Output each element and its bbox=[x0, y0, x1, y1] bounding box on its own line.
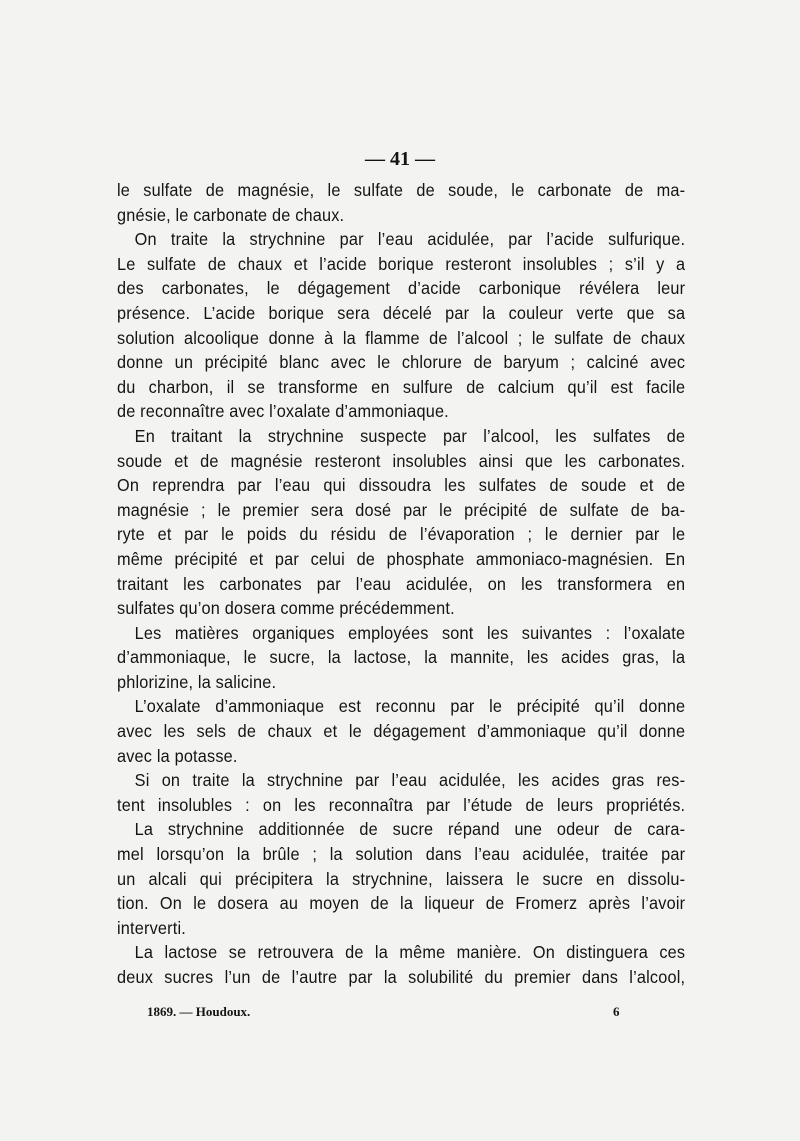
text-line: solution alcoolique donne à la flamme de l’alcool ; le sulfate de chaux bbox=[117, 327, 686, 348]
footer-sheet-number: 6 bbox=[613, 1004, 620, 1019]
text-line: mel lorsqu’on la brûle ; la solution dans l’eau acidulée, traitée par bbox=[117, 844, 686, 865]
text-line: La strychnine additionnée de sucre répand une odeur de cara- bbox=[134, 819, 686, 840]
text-line: sulfates qu’on dosera comme précédemment. bbox=[117, 598, 455, 619]
text-line: phlorizine, la salicine. bbox=[117, 671, 277, 692]
text-line: présence. L’acide borique sera décelé par la couleur verte que sa bbox=[117, 302, 686, 323]
text-line: soude et de magnésie resteront insolubles ainsi que les carbonates. bbox=[117, 450, 686, 471]
footer-signature: 1869. — Houdoux. bbox=[147, 1004, 251, 1019]
text-line: On reprendra par l’eau qui dissoudra les sulfates de soude et de bbox=[117, 475, 686, 496]
text-line: d’ammoniaque, le sucre, la lactose, la mannite, les acides gras, la bbox=[117, 647, 686, 668]
text-line: La lactose se retrouvera de la même manière. On distinguera ces bbox=[134, 942, 686, 963]
text-line: deux sucres l’un de l’autre par la solubilité du premier dans l’alcool, bbox=[117, 967, 686, 987]
text-line: Si on traite la strychnine par l’eau acidulée, les acides gras res- bbox=[134, 770, 686, 791]
text-line: un alcali qui précipitera la strychnine, laissera le sucre en dissolu- bbox=[117, 868, 686, 889]
text-line: tent insolubles : on les reconnaîtra par l’étude de leurs propriétés. bbox=[117, 794, 686, 815]
text-line: gnésie, le carbonate de chaux. bbox=[117, 204, 345, 225]
text-line: tion. On le dosera au moyen de la liqueur de Fromerz après l’avoir bbox=[117, 893, 686, 914]
text-line: même précipité et par celui de phosphate ammoniaco-magnésien. En bbox=[117, 548, 686, 569]
text-line: le sulfate de magnésie, le sulfate de soude, le carbonate de ma- bbox=[117, 180, 686, 200]
page-number: — 41 — bbox=[365, 148, 435, 170]
text-line: avec les sels de chaux et le dégagement d’ammoniaque qu’il donne bbox=[117, 721, 686, 742]
text-line: traitant les carbonates par l’eau acidulée, on les transformera en bbox=[117, 573, 686, 594]
text-line: des carbonates, le dégagement d’acide carbonique révélera leur bbox=[117, 278, 686, 299]
text-line: ryte et par le poids du résidu de l’évaporation ; le dernier par le bbox=[117, 524, 686, 545]
text-line: magnésie ; le premier sera dosé par le précipité de sulfate de ba- bbox=[117, 499, 686, 520]
text-line: avec la potasse. bbox=[117, 745, 238, 766]
text-line: interverti. bbox=[117, 917, 186, 938]
text-line: Le sulfate de chaux et l’acide borique resteront insolubles ; s’il y a bbox=[117, 253, 686, 274]
text-line: du charbon, il se transforme en sulfure de calcium qu’il est facile bbox=[117, 376, 686, 397]
text-line: En traitant la strychnine suspecte par l’alcool, les sulfates de bbox=[134, 425, 686, 446]
text-line: L’oxalate d’ammoniaque est reconnu par le précipité qu’il donne bbox=[134, 696, 686, 717]
text-line: de reconnaître avec l’oxalate d’ammoniaque. bbox=[117, 401, 449, 422]
text-line: Les matières organiques employées sont les suivantes : l’oxalate bbox=[134, 622, 686, 643]
text-line: donne un précipité blanc avec le chlorure de baryum ; calciné avec bbox=[117, 352, 686, 373]
text-line: On traite la strychnine par l’eau acidulée, par l’acide sulfurique. bbox=[134, 229, 686, 250]
body-text bbox=[117, 178, 685, 990]
